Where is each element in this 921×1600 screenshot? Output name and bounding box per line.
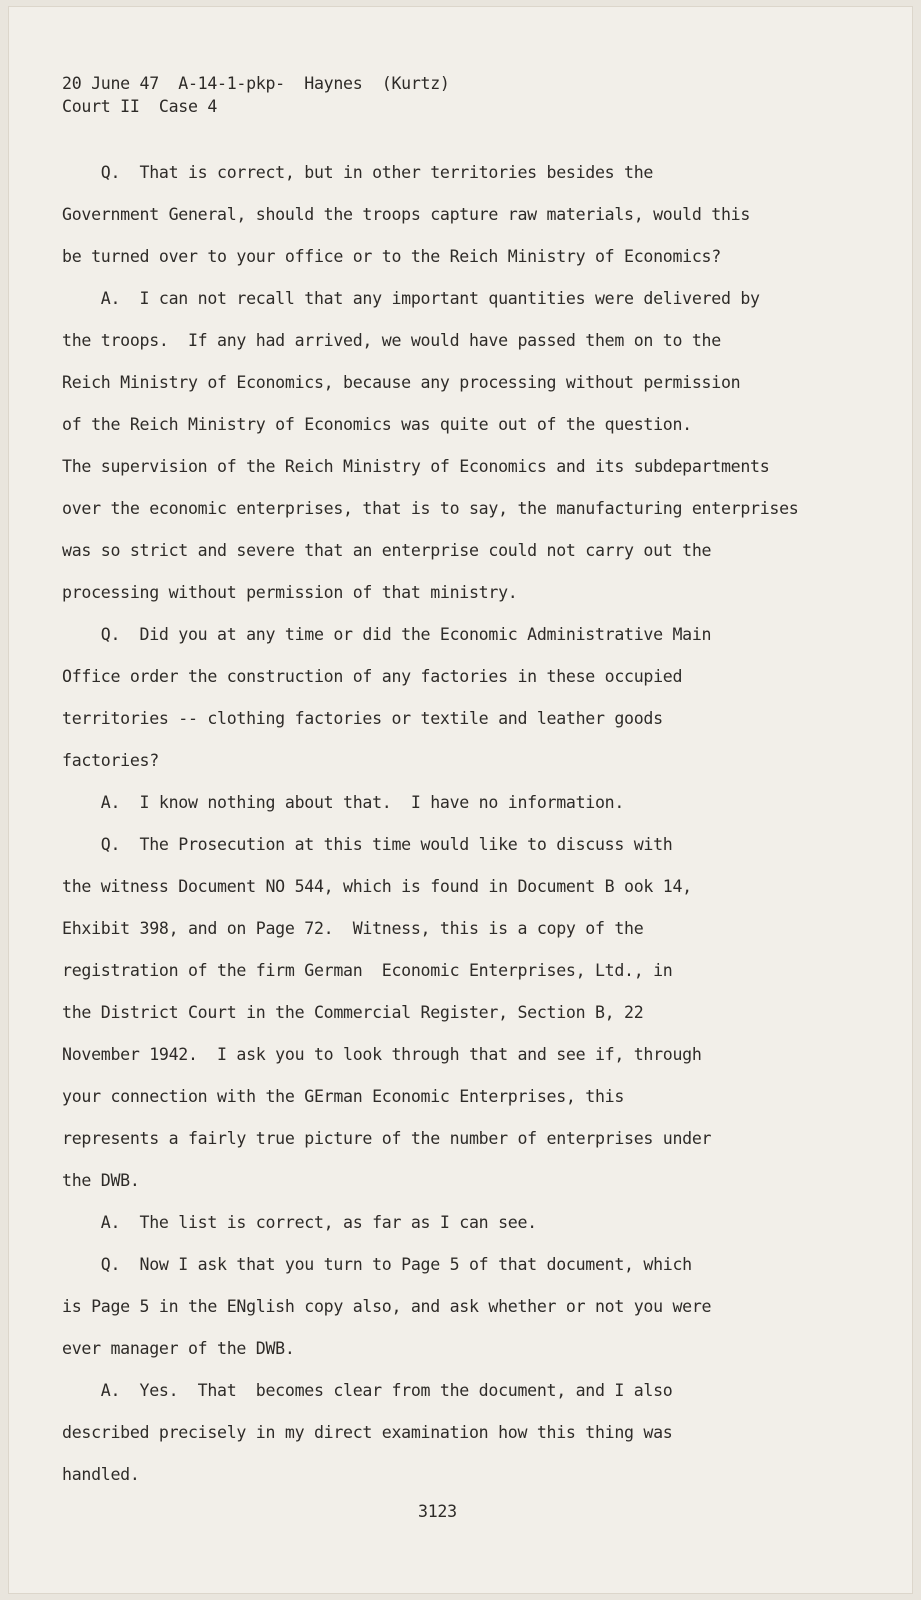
transcript-line: Q. The Prosecution at this time would like to discuss with bbox=[62, 835, 673, 854]
header-line-court: Court II Case 4 bbox=[62, 97, 218, 116]
document-page bbox=[8, 6, 913, 1594]
transcript-line: territories -- clothing factories or textile and leather goods bbox=[62, 709, 663, 728]
transcript-line: A. Yes. That becomes clear from the document, and I also bbox=[62, 1381, 673, 1400]
transcript-line: the witness Document NO 544, which is found in Document B ook 14, bbox=[62, 877, 692, 896]
transcript-line: A. I know nothing about that. I have no information. bbox=[62, 793, 625, 812]
header-line-session: 20 June 47 A-14-1-pkp- Haynes (Kurtz) bbox=[62, 74, 450, 93]
transcript-line: Ehxibit 398, and on Page 72. Witness, this is a copy of the bbox=[62, 919, 644, 938]
transcript-line: Q. That is correct, but in other territories besides the bbox=[62, 163, 654, 182]
transcript-body bbox=[62, 152, 862, 1496]
transcript-line: your connection with the GErman Economic Enterprises, this bbox=[62, 1087, 625, 1106]
transcript-line: of the Reich Ministry of Economics was quite out of the question. bbox=[62, 415, 692, 434]
transcript-line: was so strict and severe that an enterprise could not carry out the bbox=[62, 541, 712, 560]
typewritten-transcript bbox=[8, 6, 913, 1594]
transcript-line: Q. Did you at any time or did the Economic Administrative Main bbox=[62, 625, 712, 644]
transcript-line: processing without permission of that ministry. bbox=[62, 583, 518, 602]
transcript-line: described precisely in my direct examination how this thing was bbox=[62, 1423, 673, 1442]
transcript-line: The supervision of the Reich Ministry of Economics and its subdepartments bbox=[62, 457, 770, 476]
transcript-line: represents a fairly true picture of the number of enterprises under bbox=[62, 1129, 712, 1148]
transcript-line: the DWB. bbox=[62, 1171, 140, 1190]
transcript-line: Office order the construction of any factories in these occupied bbox=[62, 667, 683, 686]
transcript-line: registration of the firm German Economic Enterprises, Ltd., in bbox=[62, 961, 673, 980]
document-header bbox=[62, 72, 450, 118]
page-number: 3123 bbox=[418, 1502, 457, 1521]
transcript-line: handled. bbox=[62, 1465, 140, 1484]
transcript-line: factories? bbox=[62, 751, 159, 770]
transcript-line: November 1942. I ask you to look through that and see if, through bbox=[62, 1045, 702, 1064]
transcript-line: Government General, should the troops capture raw materials, would this bbox=[62, 205, 751, 224]
transcript-line: the troops. If any had arrived, we would have passed them on to the bbox=[62, 331, 721, 350]
transcript-line: A. I can not recall that any important quantities were delivered by bbox=[62, 289, 760, 308]
transcript-line: over the economic enterprises, that is to say, the manufacturing enterprises bbox=[62, 499, 799, 518]
transcript-line: ever manager of the DWB. bbox=[62, 1339, 295, 1358]
transcript-line: A. The list is correct, as far as I can see. bbox=[62, 1213, 537, 1232]
transcript-line: is Page 5 in the ENglish copy also, and ask whether or not you were bbox=[62, 1297, 712, 1316]
transcript-line: Q. Now I ask that you turn to Page 5 of that document, which bbox=[62, 1255, 692, 1274]
transcript-line: Reich Ministry of Economics, because any processing without permission bbox=[62, 373, 741, 392]
transcript-line: be turned over to your office or to the Reich Ministry of Economics? bbox=[62, 247, 721, 266]
transcript-line: the District Court in the Commercial Register, Section B, 22 bbox=[62, 1003, 644, 1022]
